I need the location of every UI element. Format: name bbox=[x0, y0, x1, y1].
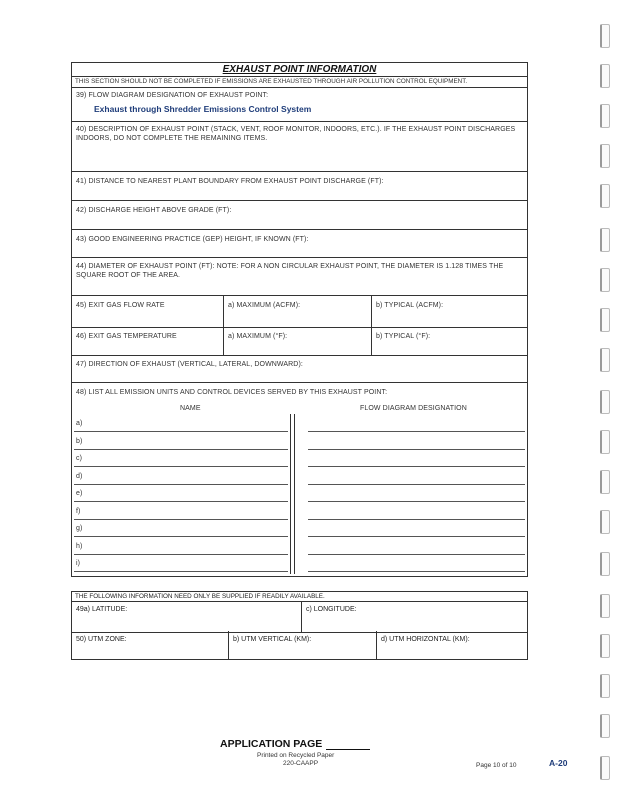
q40-row bbox=[72, 122, 527, 172]
location-form bbox=[71, 591, 528, 660]
binder-tab bbox=[600, 714, 610, 738]
emission-unit-name-line[interactable] bbox=[74, 432, 288, 450]
flow-designation-line[interactable] bbox=[308, 554, 525, 572]
list-item-letter: e) bbox=[76, 490, 83, 497]
footer-code: 220-CAAPP bbox=[283, 760, 319, 767]
list-item-letter: i) bbox=[76, 560, 81, 567]
q45-row bbox=[72, 296, 527, 328]
form-title: EXHAUST POINT INFORMATION bbox=[72, 63, 527, 77]
binder-tab bbox=[600, 24, 610, 48]
q46-label: 46) EXIT GAS TEMPERATURE bbox=[76, 333, 177, 340]
q45-max: a) MAXIMUM (ACFM): bbox=[228, 302, 301, 309]
flow-designation-line[interactable] bbox=[308, 467, 525, 485]
q42-label: 42) DISCHARGE HEIGHT ABOVE GRADE (FT): bbox=[76, 207, 232, 214]
flow-designation-line[interactable] bbox=[308, 414, 525, 432]
list-item-letter: g) bbox=[76, 525, 83, 532]
q41-row bbox=[72, 172, 527, 201]
q48-section bbox=[72, 383, 527, 576]
q49c-longitude: c) LONGITUDE: bbox=[306, 606, 357, 613]
binder-tab bbox=[600, 268, 610, 292]
binder-tab bbox=[600, 184, 610, 208]
binder-tab bbox=[600, 430, 610, 454]
list-item-letter: c) bbox=[76, 455, 83, 462]
q50b-utm-vertical: b) UTM VERTICAL (KM): bbox=[233, 636, 312, 643]
binder-tab bbox=[600, 104, 610, 128]
emission-unit-name-line[interactable] bbox=[74, 537, 288, 555]
binder-tab bbox=[600, 594, 610, 618]
emission-unit-name-line[interactable] bbox=[74, 502, 288, 520]
emission-unit-name-line[interactable] bbox=[74, 467, 288, 485]
binder-tab bbox=[600, 64, 610, 88]
list-item-letter: a) bbox=[76, 420, 83, 427]
location-note: THE FOLLOWING INFORMATION NEED ONLY BE SUPPLIED IF READILY AVAILABLE. bbox=[75, 593, 325, 600]
footer-blank bbox=[326, 748, 370, 750]
q45-typical: b) TYPICAL (ACFM): bbox=[376, 302, 444, 309]
emission-unit-name-line[interactable] bbox=[74, 414, 288, 432]
binder-tab bbox=[600, 228, 610, 252]
q40-label: 40) DESCRIPTION OF EXHAUST POINT (STACK, VENT, ROOF MONITOR, INDOORS, ETC.). IF THE EXHAUST POINT DISCHARGES INDOORS, DO NOT COMPLETE THE REMAINING ITEMS. bbox=[76, 126, 516, 142]
q39-answer[interactable]: Exhaust through Shredder Emissions Control System bbox=[94, 104, 312, 114]
list-item-letter: d) bbox=[76, 472, 83, 480]
footer-title: APPLICATION PAGE bbox=[220, 738, 370, 750]
q46-row bbox=[72, 328, 527, 356]
flow-designation-line[interactable] bbox=[308, 484, 525, 502]
q44-label: 44) DIAMETER OF EXHAUST POINT (FT): NOTE: FOR A NON CIRCULAR EXHAUST POINT, THE DIAMETER IS 1.128 TIMES THE SQUARE ROOT OF THE AREA. bbox=[76, 263, 504, 279]
form-note: THIS SECTION SHOULD NOT BE COMPLETED IF EMISSIONS ARE EXHAUSTED THROUGH AIR POLLUTION CONTROL EQUIPMENT. bbox=[75, 78, 468, 85]
binder-tab bbox=[600, 756, 610, 780]
list-item-letter: f) bbox=[76, 507, 81, 515]
emission-unit-name-line[interactable] bbox=[74, 449, 288, 467]
flow-designation-line[interactable] bbox=[308, 537, 525, 555]
q47-row bbox=[72, 356, 527, 383]
list-item-letter: h) bbox=[76, 542, 83, 550]
flow-designation-line[interactable] bbox=[308, 502, 525, 520]
flow-designation-line[interactable] bbox=[308, 432, 525, 450]
binder-tabs bbox=[594, 0, 616, 800]
q46-max: a) MAXIMUM (°F): bbox=[228, 333, 288, 340]
binder-tab bbox=[600, 390, 610, 414]
binder-tab bbox=[600, 634, 610, 658]
q49a-latitude: 49a) LATITUDE: bbox=[76, 606, 128, 613]
q45-label: 45) EXIT GAS FLOW RATE bbox=[76, 302, 165, 309]
footer-page: Page 10 of 10 bbox=[476, 762, 517, 769]
q50a-utm-zone: 50) UTM ZONE: bbox=[76, 636, 127, 643]
q43-row bbox=[72, 230, 527, 258]
binder-tab bbox=[600, 308, 610, 332]
emission-unit-name-line[interactable] bbox=[74, 554, 288, 572]
footer-ref: A-20 bbox=[549, 758, 568, 768]
q44-row bbox=[72, 258, 527, 296]
footer-printed: Printed on Recycled Paper bbox=[257, 752, 335, 759]
q43-label: 43) GOOD ENGINEERING PRACTICE (GEP) HEIGHT, IF KNOWN (FT): bbox=[76, 236, 309, 243]
binder-tab bbox=[600, 348, 610, 372]
q46-typical: b) TYPICAL (°F): bbox=[376, 333, 431, 340]
q42-row bbox=[72, 201, 527, 230]
q47-label: 47) DIRECTION OF EXHAUST (VERTICAL, LATERAL, DOWNWARD): bbox=[76, 361, 303, 368]
note-row bbox=[72, 76, 527, 88]
emission-unit-name-line[interactable] bbox=[74, 519, 288, 537]
list-item-letter: b) bbox=[76, 437, 83, 445]
flow-designation-line[interactable] bbox=[308, 449, 525, 467]
col-flow-header: FLOW DIAGRAM DESIGNATION bbox=[360, 405, 467, 412]
col-name-header: NAME bbox=[180, 405, 201, 412]
emission-unit-name-line[interactable] bbox=[74, 484, 288, 502]
binder-tab bbox=[600, 674, 610, 698]
column-divider bbox=[290, 414, 295, 574]
q49-row bbox=[72, 601, 527, 633]
binder-tab bbox=[600, 552, 610, 576]
q41-label: 41) DISTANCE TO NEAREST PLANT BOUNDARY FROM EXHAUST POINT DISCHARGE (FT): bbox=[76, 178, 384, 185]
q48-label: 48) LIST ALL EMISSION UNITS AND CONTROL DEVICES SERVED BY THIS EXHAUST POINT: bbox=[76, 389, 388, 396]
exhaust-point-form bbox=[71, 62, 528, 577]
binder-tab bbox=[600, 470, 610, 494]
binder-tab bbox=[600, 510, 610, 534]
q50-row bbox=[72, 631, 527, 659]
q50d-utm-horizontal: d) UTM HORIZONTAL (KM): bbox=[381, 636, 470, 643]
q39-label: 39) FLOW DIAGRAM DESIGNATION OF EXHAUST POINT: bbox=[76, 92, 269, 99]
flow-designation-line[interactable] bbox=[308, 519, 525, 537]
binder-tab bbox=[600, 144, 610, 168]
